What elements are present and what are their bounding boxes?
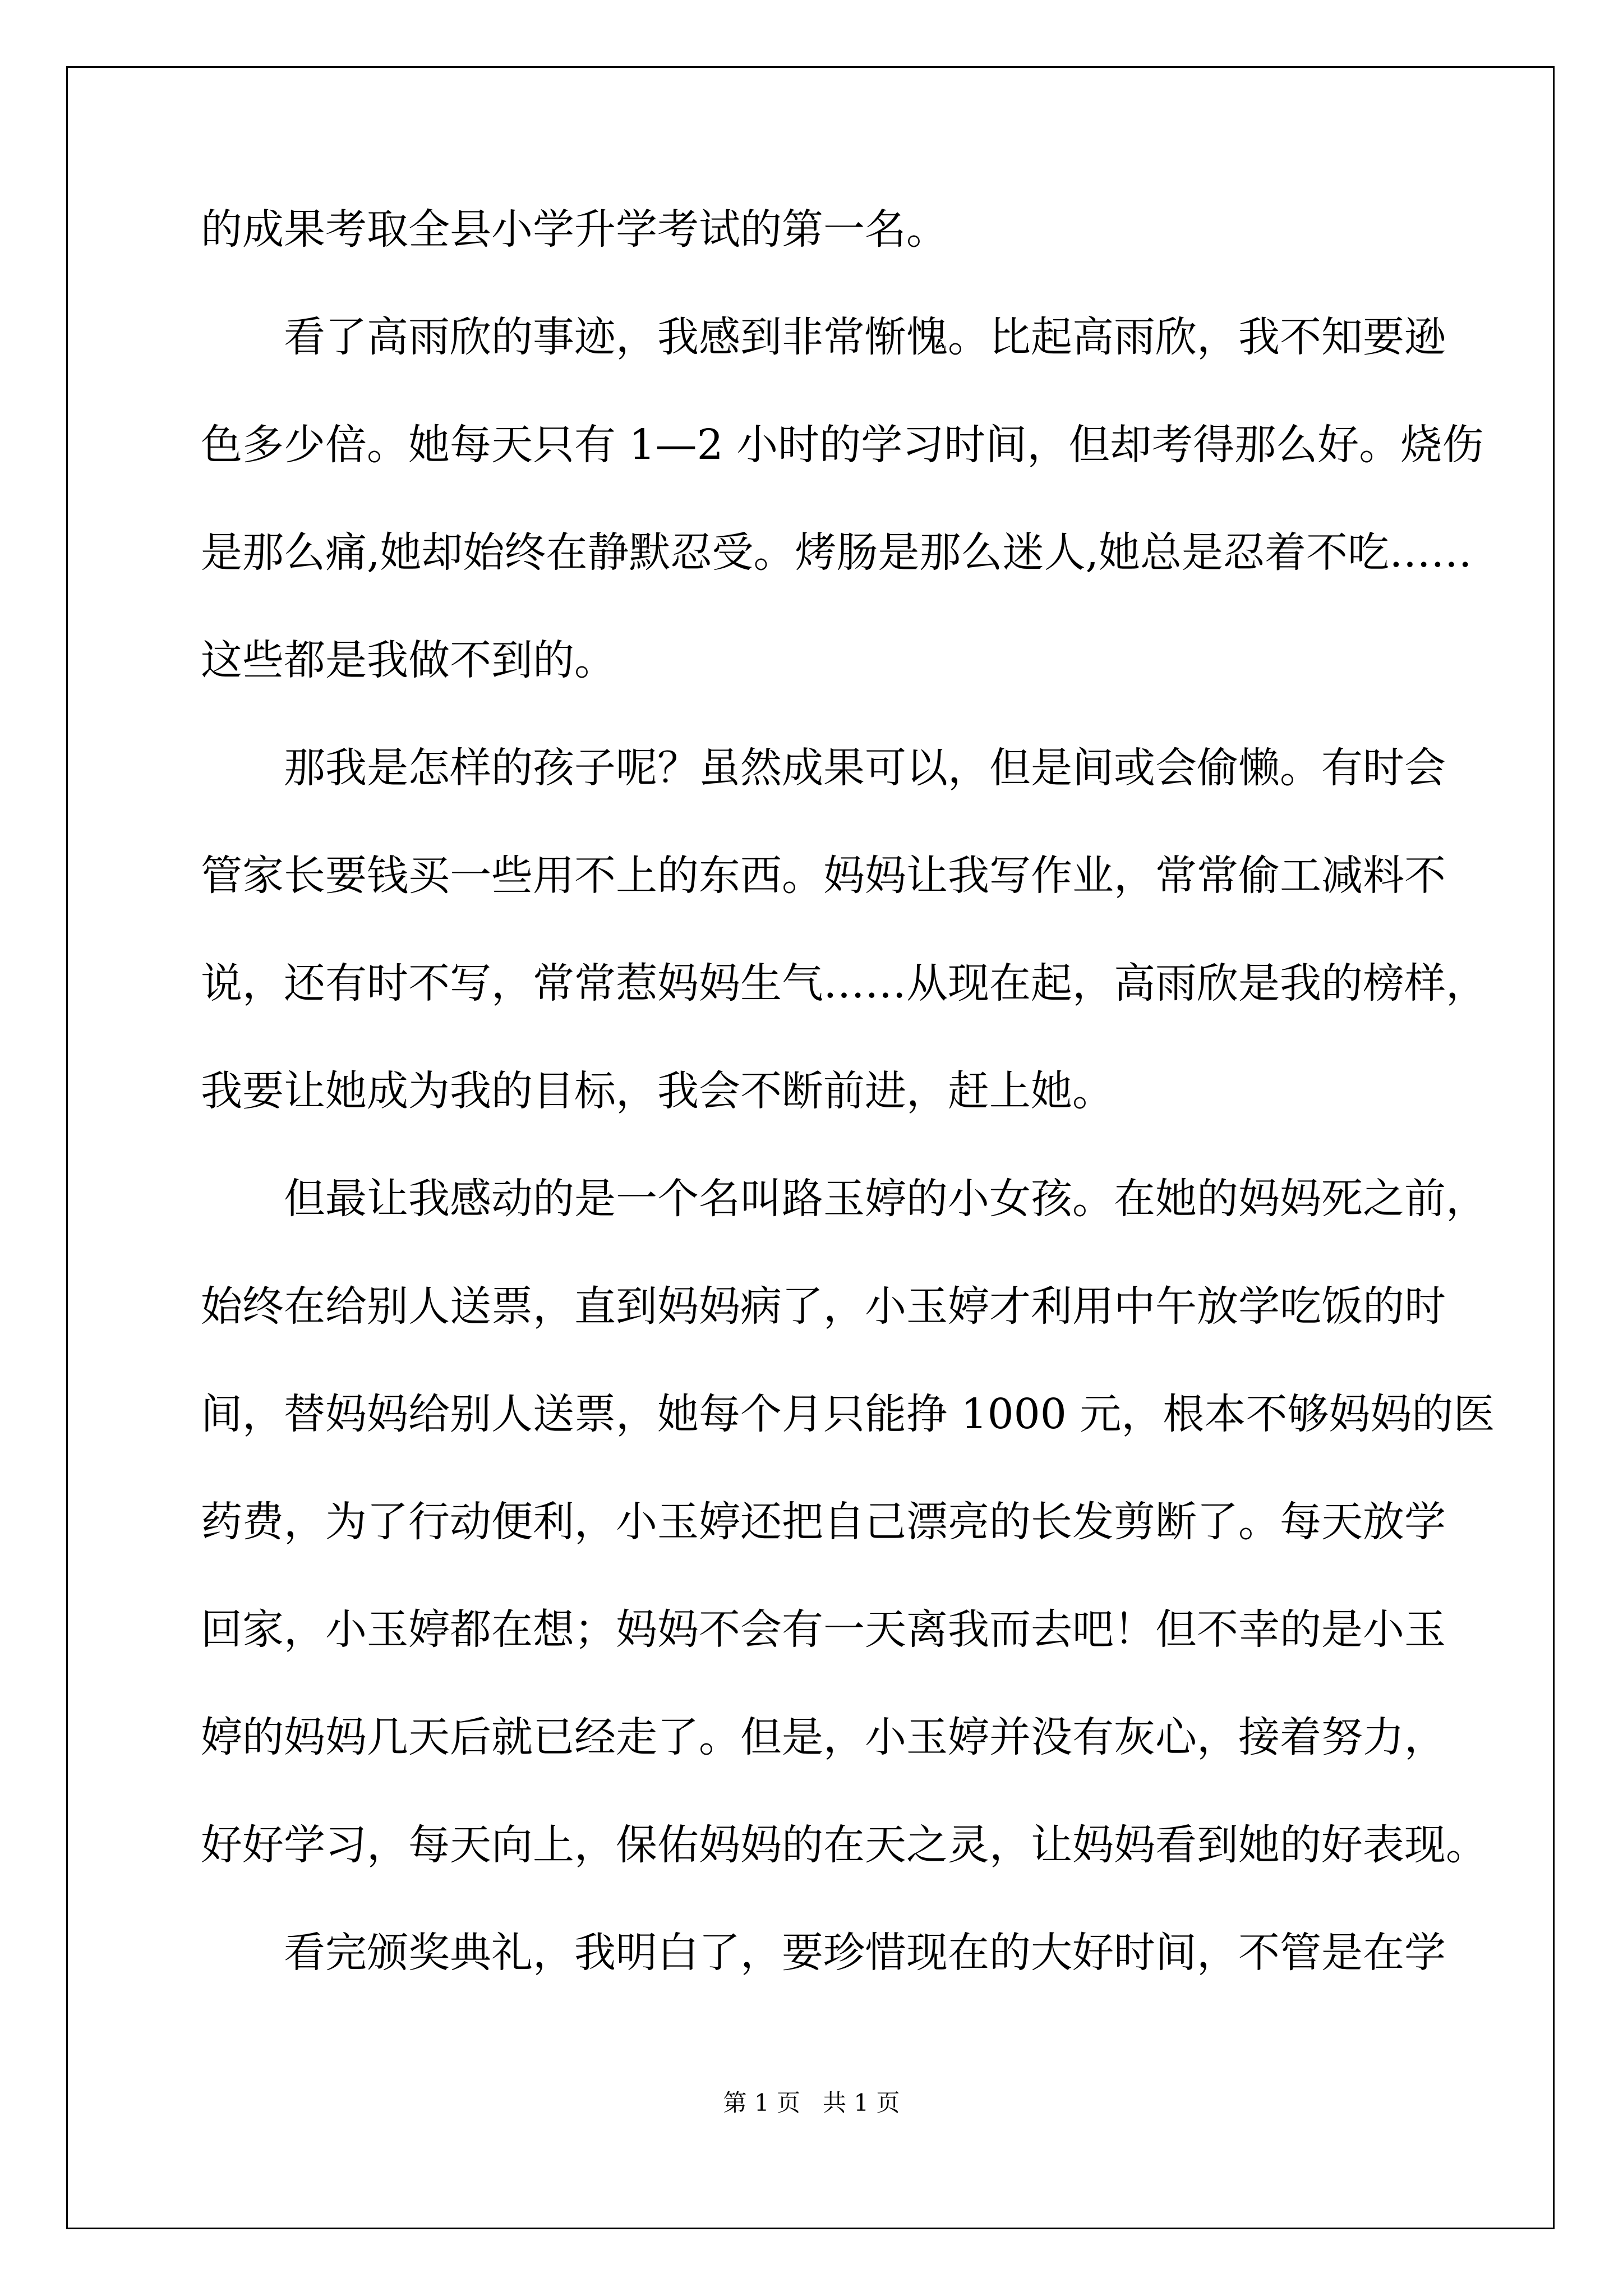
paragraph-start-line: 看完颁奖典礼，我明白了，要珍惜现在的大好时间，不管是在学 bbox=[284, 1929, 1446, 1977]
page-number-footer: 第 1 页 共 1 页 bbox=[723, 2089, 900, 2116]
text-line: 管家长要钱买一些用不上的东西。妈妈让我写作业，常常偷工减料不 bbox=[201, 852, 1446, 900]
text-line: 好好学习，每天向上，保佑妈妈的在天之灵，让妈妈看到她的好表现。 bbox=[201, 1821, 1487, 1869]
text-line: 回家，小玉婷都在想；妈妈不会有一天离我而去吧！但不幸的是小玉 bbox=[201, 1605, 1446, 1654]
text-line: 我要让她成为我的目标，我会不断前进，赶上她。 bbox=[201, 1067, 1114, 1115]
paragraph-start-line: 那我是怎样的孩子呢？虽然成果可以，但是间或会偷懒。有时会 bbox=[284, 744, 1446, 792]
text-line: 说，还有时不写，常常惹妈妈生气……从现在起，高雨欣是我的榜样， bbox=[201, 959, 1487, 1007]
document-body bbox=[201, 205, 1495, 1977]
paragraph-start-line: 看了高雨欣的事迹，我感到非常惭愧。比起高雨欣，我不知要逊 bbox=[284, 313, 1446, 361]
paragraph-start-line: 但最让我感动的是一个名叫路玉婷的小女孩。在她的妈妈死之前， bbox=[284, 1175, 1487, 1223]
text-line: 始终在给别人送票，直到妈妈病了，小玉婷才利用中午放学吃饭的时 bbox=[201, 1282, 1446, 1331]
text-line: 婷的妈妈几天后就已经走了。但是，小玉婷并没有灰心，接着努力， bbox=[201, 1713, 1446, 1761]
text-line: 间，替妈妈给别人送票，她每个月只能挣 1000 元，根本不够妈妈的医 bbox=[201, 1390, 1495, 1438]
text-line: 药费，为了行动便利，小玉婷还把自己漂亮的长发剪断了。每天放学 bbox=[201, 1498, 1446, 1546]
text-line: 色多少倍。她每天只有 1—2 小时的学习时间，但却考得那么好。烧伤 bbox=[201, 421, 1484, 469]
text-line: 的成果考取全县小学升学考试的第一名。 bbox=[201, 205, 948, 254]
text-line: 是那么痛,她却始终在静默忍受。烤肠是那么迷人,她总是忍着不吃…… bbox=[201, 528, 1473, 577]
text-line: 这些都是我做不到的。 bbox=[201, 636, 616, 684]
